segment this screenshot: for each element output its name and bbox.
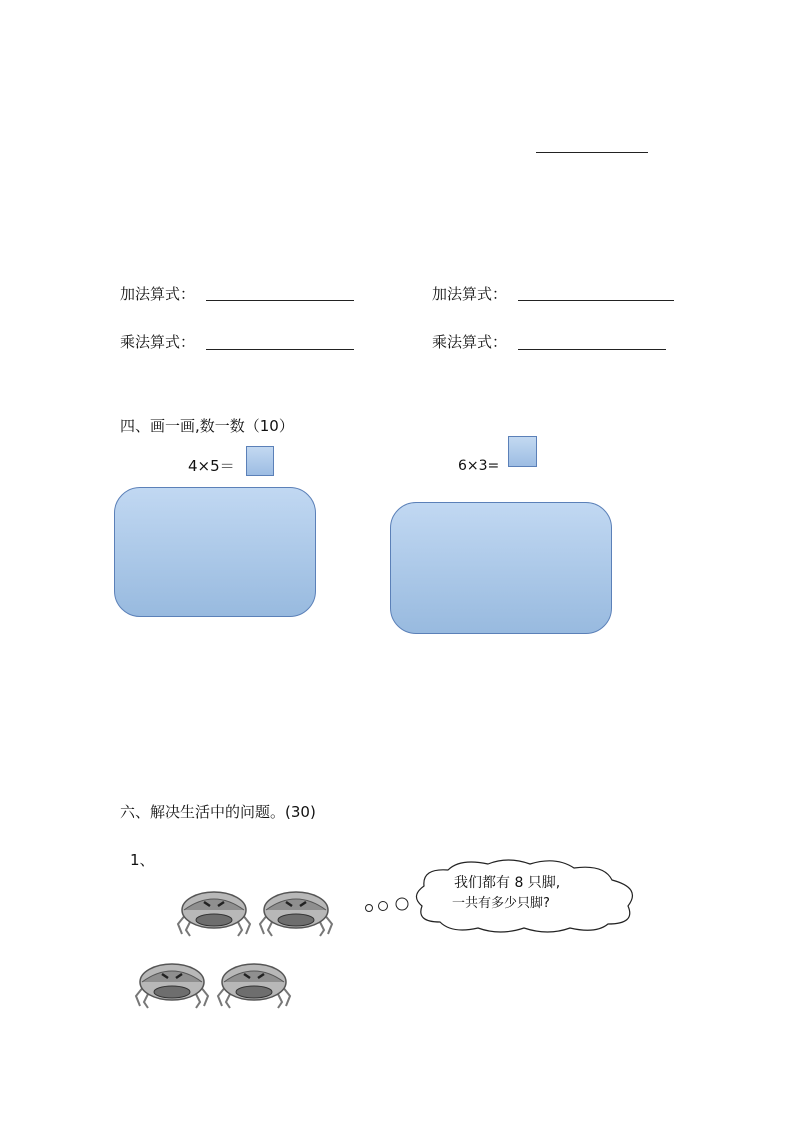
addition-label-left: 加法算式：	[120, 285, 196, 303]
addition-blank-right[interactable]	[518, 300, 674, 301]
addition-blank-left[interactable]	[206, 300, 354, 301]
crab-icon	[132, 952, 212, 1010]
multiplication-blank-right[interactable]	[518, 349, 666, 350]
crab-icon	[256, 880, 336, 938]
section6-title: 六、解决生活中的问题。(30)	[120, 803, 316, 821]
bubble-text-line1: 我们都有 8 只脚,	[454, 875, 561, 891]
expression-right: 6×3=	[458, 458, 500, 474]
answer-box-right[interactable]	[508, 436, 537, 467]
expression-left: 4×5＝	[188, 457, 235, 475]
crab-icon	[174, 880, 254, 938]
multiplication-label-left: 乘法算式：	[120, 333, 196, 351]
drawing-area-left[interactable]	[114, 487, 316, 617]
answer-box-left[interactable]	[246, 446, 274, 476]
section4-title: 四、画一画,数一数（10）	[120, 417, 294, 435]
name-blank-line	[536, 152, 648, 153]
crab-icon	[214, 952, 294, 1010]
question-number: 1、	[130, 851, 155, 869]
addition-label-right: 加法算式：	[432, 285, 508, 303]
multiplication-blank-left[interactable]	[206, 349, 354, 350]
multiplication-label-right: 乘法算式：	[432, 333, 508, 351]
drawing-area-right[interactable]	[390, 502, 612, 634]
bubble-text-line2: 一共有多少只脚?	[452, 896, 550, 911]
